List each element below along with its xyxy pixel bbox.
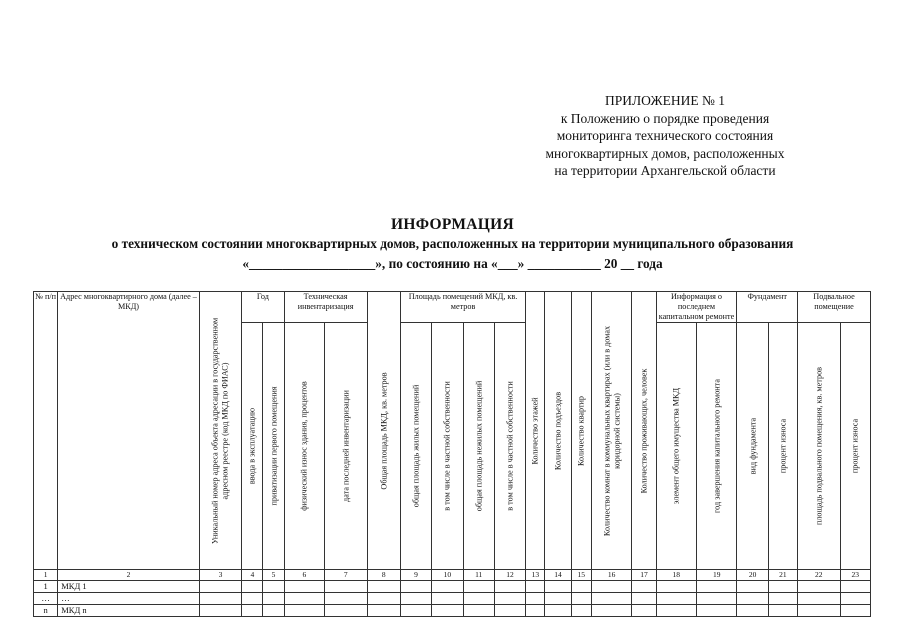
header-basement-wear: процент износа	[840, 323, 871, 570]
document-date-line: «___________________», по состоянию на «___» ___________ 20 __ года	[242, 256, 663, 271]
empty-cell	[494, 581, 525, 593]
header-year-privatization: приватизации первого помещения	[263, 323, 284, 570]
empty-cell	[367, 605, 400, 617]
header-repair-element: элемент общего имущества МКД	[656, 323, 696, 570]
empty-cell	[768, 581, 797, 593]
empty-cell	[840, 593, 871, 605]
header-apartments: Количество квартир	[571, 292, 591, 570]
empty-cell	[571, 605, 591, 617]
header-basement-group: Подвальное помещение	[798, 292, 871, 323]
header-foundation-type: вид фундамента	[737, 323, 768, 570]
appendix-line: на территории Архангельской области	[554, 163, 776, 178]
header-area-residential: общая площадь жилых помещений	[400, 323, 431, 570]
column-number: 13	[526, 570, 545, 581]
header-area-group: Площадь помещений МКД, кв. метров	[400, 292, 525, 323]
empty-cell	[632, 593, 656, 605]
header-area-nonresidential-private: в том числе в частной собственности	[494, 323, 525, 570]
empty-cell	[199, 593, 241, 605]
empty-cell	[242, 593, 263, 605]
empty-cell	[263, 581, 284, 593]
empty-cell	[591, 581, 631, 593]
document-title: ИНФОРМАЦИЯ	[391, 216, 514, 233]
empty-cell	[284, 581, 324, 593]
column-number: 5	[263, 570, 284, 581]
header-address: Адрес многоквартирного дома (далее – МКД)	[58, 292, 200, 570]
column-number: 1	[34, 570, 58, 581]
document-subtitle: о техническом состоянии многоквартирных домов, расположенных на территории муниципального образования	[111, 236, 794, 251]
empty-cell	[798, 581, 840, 593]
column-number: 7	[325, 570, 367, 581]
empty-cell	[696, 593, 736, 605]
row-num: 1	[34, 581, 58, 593]
empty-cell	[696, 605, 736, 617]
header-unique-id: Уникальный номер адреса объекта адресации в государственном адресном реестре (код МКД по ФИАС)	[199, 292, 241, 570]
table-row	[34, 605, 871, 617]
empty-cell	[432, 581, 463, 593]
empty-cell	[432, 605, 463, 617]
row-address: …	[58, 593, 200, 605]
empty-cell	[737, 581, 768, 593]
header-tech-last-date: дата последней инвентаризации	[325, 323, 367, 570]
header-year-group: Год	[242, 292, 284, 323]
header-repair-group: Информация о последнем капитальном ремонте	[656, 292, 737, 323]
appendix-block	[500, 92, 830, 180]
row-address: МКД 1	[58, 581, 200, 593]
empty-cell	[263, 605, 284, 617]
header-basement-area: площадь подвального помещения, кв. метров	[798, 323, 840, 570]
column-number: 2	[58, 570, 200, 581]
empty-cell	[798, 605, 840, 617]
empty-cell	[199, 581, 241, 593]
empty-cell	[571, 581, 591, 593]
empty-cell	[199, 605, 241, 617]
empty-cell	[632, 605, 656, 617]
empty-cell	[400, 605, 431, 617]
column-number: 23	[840, 570, 871, 581]
empty-cell	[545, 593, 571, 605]
empty-cell	[325, 581, 367, 593]
header-tech-group: Техническая инвентаризация	[284, 292, 367, 323]
header-year-commission: ввода в эксплуатацию	[242, 323, 263, 570]
header-area-residential-private: в том числе в частной собственности	[432, 323, 463, 570]
empty-cell	[737, 605, 768, 617]
header-communal-rooms: Количество комнат в коммунальных квартирах (или в домах коридорной системы)	[591, 292, 631, 570]
empty-cell	[263, 593, 284, 605]
empty-cell	[571, 593, 591, 605]
appendix-line: мониторинга технического состояния	[556, 128, 774, 143]
row-address: МКД n	[58, 605, 200, 617]
empty-cell	[400, 593, 431, 605]
column-number: 17	[632, 570, 656, 581]
empty-cell	[367, 581, 400, 593]
column-number: 22	[798, 570, 840, 581]
empty-cell	[526, 581, 545, 593]
header-foundation-group: Фундамент	[737, 292, 798, 323]
header-repair-year: год завершения капитального ремонта	[696, 323, 736, 570]
empty-cell	[242, 605, 263, 617]
appendix-line: к Положению о порядке проведения	[560, 110, 770, 126]
column-number: 10	[432, 570, 463, 581]
empty-cell	[840, 605, 871, 617]
empty-cell	[656, 581, 696, 593]
appendix-line: многоквартирных домов, расположенных	[545, 145, 785, 161]
empty-cell	[494, 593, 525, 605]
empty-cell	[325, 593, 367, 605]
column-number: 18	[656, 570, 696, 581]
header-foundation-wear: процент износа	[768, 323, 797, 570]
header-tech-wear: физический износ здания, процентов	[284, 323, 324, 570]
column-number: 14	[545, 570, 571, 581]
column-number: 8	[367, 570, 400, 581]
row-num: n	[34, 605, 58, 617]
empty-cell	[656, 593, 696, 605]
empty-cell	[526, 593, 545, 605]
empty-cell	[284, 605, 324, 617]
header-residents: Количество проживающих, человек	[632, 292, 656, 570]
empty-cell	[284, 593, 324, 605]
column-number: 16	[591, 570, 631, 581]
empty-cell	[463, 593, 494, 605]
empty-cell	[737, 593, 768, 605]
empty-cell	[432, 593, 463, 605]
table-row	[34, 593, 871, 605]
header-total-area: Общая площадь МКД, кв. метров	[367, 292, 400, 570]
column-number-row	[34, 570, 871, 581]
empty-cell	[325, 605, 367, 617]
empty-cell	[545, 605, 571, 617]
appendix-heading: ПРИЛОЖЕНИЕ № 1	[604, 93, 726, 108]
empty-cell	[242, 581, 263, 593]
header-num: № п/п	[34, 292, 58, 570]
column-number: 9	[400, 570, 431, 581]
column-number: 6	[284, 570, 324, 581]
column-number: 21	[768, 570, 797, 581]
column-number: 11	[463, 570, 494, 581]
empty-cell	[545, 581, 571, 593]
empty-cell	[591, 593, 631, 605]
empty-cell	[632, 581, 656, 593]
empty-cell	[768, 593, 797, 605]
empty-cell	[367, 593, 400, 605]
header-area-nonresidential: общая площадь нежилых помещений	[463, 323, 494, 570]
column-number: 19	[696, 570, 736, 581]
empty-cell	[463, 581, 494, 593]
column-number: 12	[494, 570, 525, 581]
empty-cell	[400, 581, 431, 593]
column-number: 15	[571, 570, 591, 581]
row-num: …	[34, 593, 58, 605]
empty-cell	[798, 593, 840, 605]
empty-cell	[696, 581, 736, 593]
column-number: 20	[737, 570, 768, 581]
empty-cell	[768, 605, 797, 617]
table-row	[34, 581, 871, 593]
empty-cell	[463, 605, 494, 617]
header-entrances: Количество подъездов	[545, 292, 571, 570]
empty-cell	[840, 581, 871, 593]
info-table	[33, 291, 871, 617]
header-floors: Количество этажей	[526, 292, 545, 570]
empty-cell	[591, 605, 631, 617]
empty-cell	[656, 605, 696, 617]
column-number: 4	[242, 570, 263, 581]
column-number: 3	[199, 570, 241, 581]
empty-cell	[526, 605, 545, 617]
empty-cell	[494, 605, 525, 617]
